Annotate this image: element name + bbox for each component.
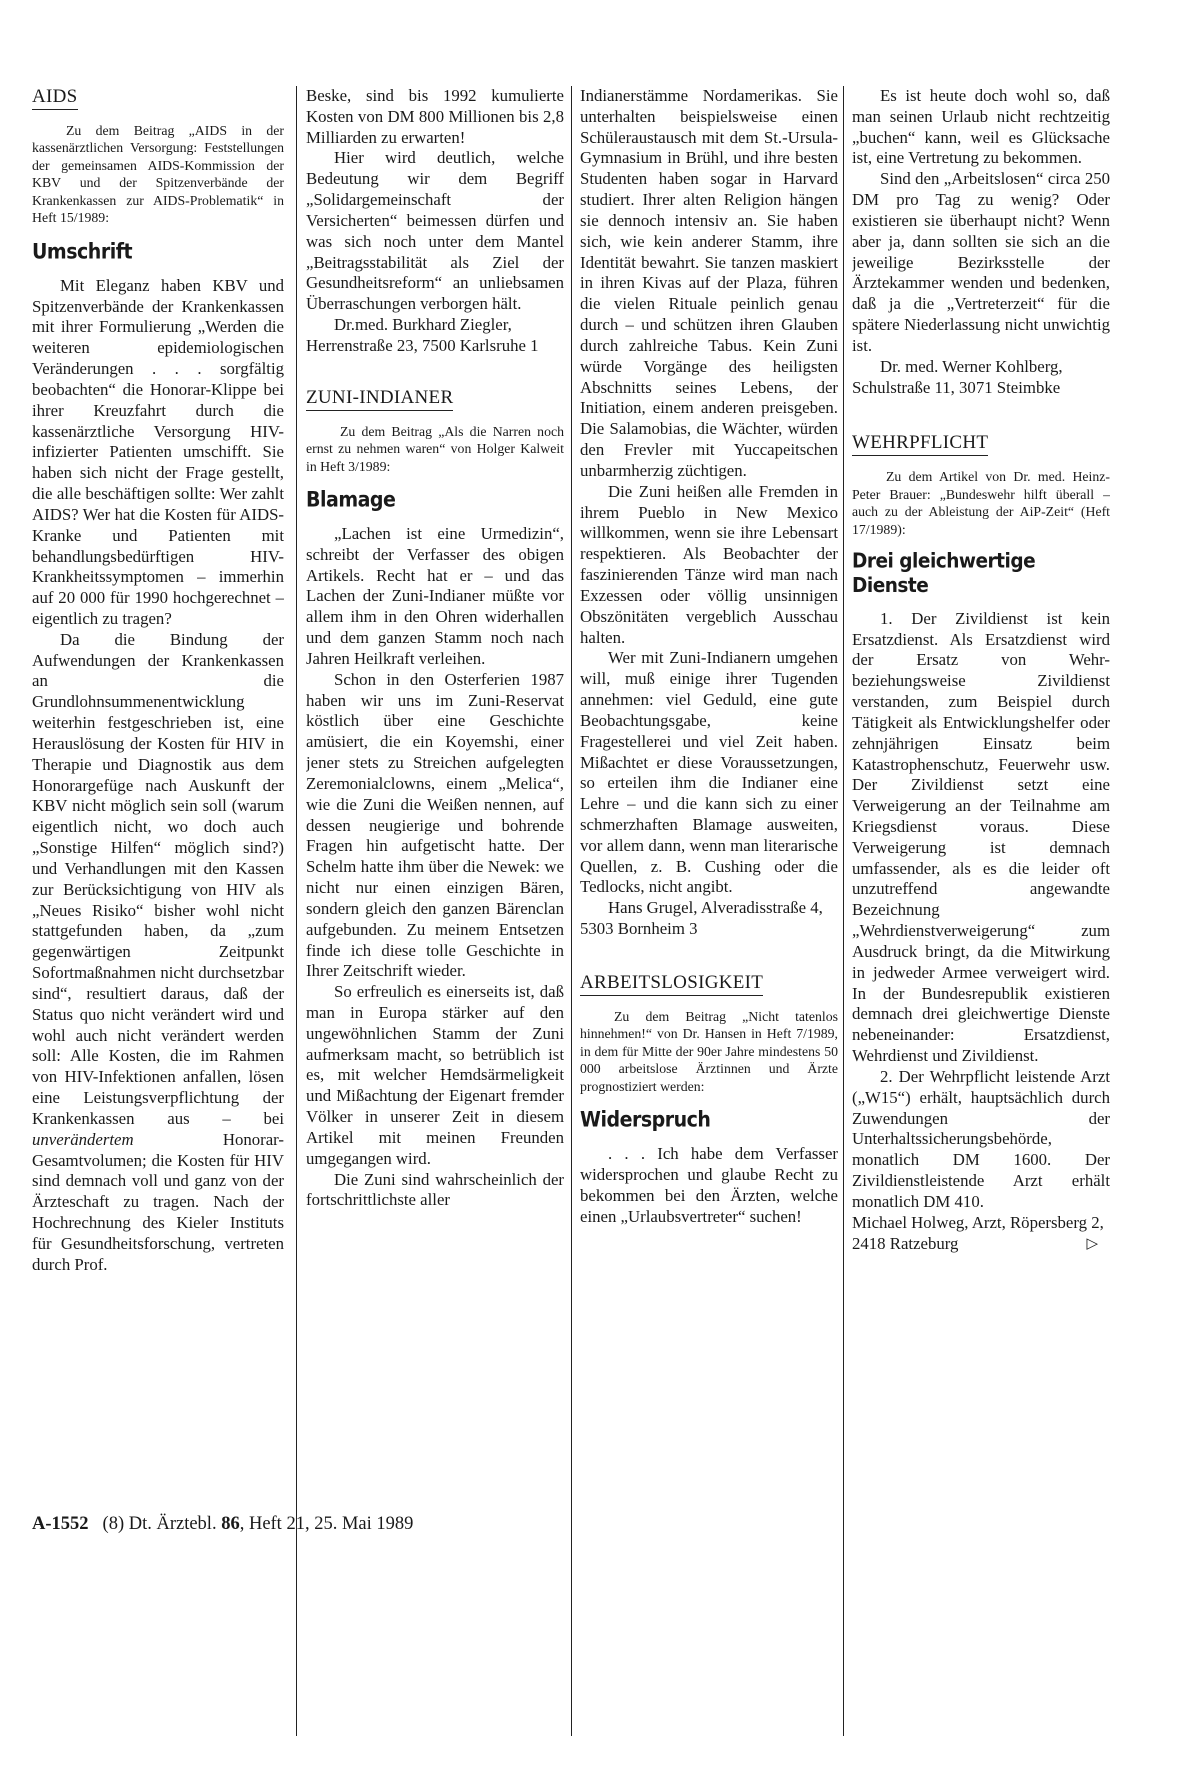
letter-paragraph: „Lachen ist eine Urmedizin“, schreibt der Verfasser des obigen Artikels. Recht hat er – und das Lachen der Zuni-Indianer müßte vor allem ihm in den Ohren widerhallen und dem ganzen Stamm noch nach Jahren Heilkraft verleihen.	[306, 523, 564, 668]
letter-signature: Dr. med. Werner Kohlberg, Schulstraße 11, 3071 Steimbke	[852, 356, 1063, 397]
letter-paragraph: Hier wird deutlich, welche Bedeutung wir dem Begriff „Solidargemeinschaft der Versicherten“ beimessen dürfen und was sich noch unter dem Mantel „Beitragsstabilität als Ziel der Gesundheitsreform“ an unliebsamen Überraschungen verborgen hält.	[306, 148, 564, 314]
letter-headline	[852, 550, 1110, 600]
letter-intro: Zu dem Artikel von Dr. med. Heinz-Peter Brauer: „Bundeswehr hilft überall – auch zu der Ableistung der AiP-Zeit“ (Heft 17/1989):	[852, 469, 1110, 537]
page-number: A-1552	[32, 1514, 89, 1534]
section-heading-wehrpflicht: WEHRPFLICHT	[852, 432, 988, 456]
letter-headline: Blamage	[306, 487, 396, 513]
letter-signature: Hans Grugel, Alveradisstraße 4, 5303 Bornheim 3	[580, 898, 823, 939]
letter-headline: Widerspruch	[580, 1108, 711, 1133]
column-3	[580, 86, 838, 1786]
letter-signature: Michael Holweg, Arzt, Röpersberg 2, 2418 Ratzeburg ▷	[852, 1212, 1104, 1253]
section-heading-aids: AIDS	[32, 86, 78, 110]
letter-paragraph: Sind den „Arbeitslosen“ circa 250 DM pro Tag zu wenig? Oder existieren sie überhaupt nicht? Wenn aber ja, dann sollten sie sich an die jeweilige Bezirksstelle der Ärztekammer wenden und bedenken, daß ja die „Vertreterzeit“ für die spätere Niederlassung nicht unwichtig ist.	[852, 169, 1110, 355]
letter-intro: Zu dem Beitrag „Als die Narren noch ernst zu nehmen waren“ von Holger Kalweit in Heft 3/1989:	[306, 423, 564, 474]
headline-line: Drei gleichwertige	[852, 549, 1036, 574]
letter-headline: Umschrift	[32, 239, 133, 265]
letter-paragraph: So erfreulich es einerseits ist, daß man in Europa stärker auf den ungewöhnlichen Stamm der Zuni aufmerksam macht, so betrüblich ist es, mit welcher Hemdsärmeligkeit und Mißachtung der Eigenart fremder Völker in unserer Zeit in diesem Artikel mit meinen Freunden umgegangen wird.	[306, 982, 564, 1168]
column-4	[852, 86, 1110, 1786]
letter-paragraph: Indianerstämme Nordamerikas. Sie unterhalten beispielsweise einen Schüleraustausch mit dem St.-Ursula-Gymnasium in Brühl, und ihre besten Studenten haben sogar in Harvard studiert. Ihrer alten Religion hängen sie dennoch intensiv an. Sie haben sich, wie kein anderer Stamm, ihre Identität bewahrt. Sie tanzen maskiert in ihren Kivas auf der Plaza, führen die vielen Rituale peinlich genau durch – und schützen ihren Glauben durch zahlreiche Tabus. Kein Zuni würde Vorgänge des heiligsten Abschnitts seines Lebens, der Initiation, einem anderen preisgeben. Die Salamobias, die Wächter, würden den Frevler mit Yuccapeitschen unbarmherzig züchtigen.	[580, 86, 838, 480]
journal-citation: (8) Dt. Ärztebl.	[102, 1514, 222, 1534]
emphasis: unverändertem	[32, 1129, 134, 1149]
letter-signature: Dr.med. Burkhard Ziegler, Herrenstraße 23, 7500 Karlsruhe 1	[306, 315, 539, 355]
letter-paragraph: 2. Der Wehrpflicht leistende Arzt („W15“) erhält, hauptsächlich durch Zuwendungen der Unterhaltssicherungsbehörde, monatlich DM 1600. Der Zivildienstleistende Arzt erhält monatlich DM 410.	[852, 1066, 1110, 1211]
page-footer	[32, 1514, 413, 1535]
section-heading-zuni: ZUNI-INDIANER	[306, 387, 453, 411]
letter-intro: Zu dem Beitrag „AIDS in der kassenärztlichen Versorgung: Feststellungen der gemeinsamen AIDS-Kommission der KBV und der Spitzenverbände der Krankenkassen zur AIDS-Problematik“ in Heft 15/1989:	[32, 122, 284, 226]
letter-paragraph: Wer mit Zuni-Indianern umgehen will, muß einige ihrer Tugenden annehmen: viel Geduld, eine gute Beobachtungsgabe, keine Fragestellerei und viel Zeit haben. Mißachtet er diese Voraussetzungen, so erteilen ihm die Indianer eine Lehre – und die kann sich zu einer schmerzhaften Blamage ausweiten, vor allem dann, wenn man literarische Quellen, z. B. Cushing oder die Tedlocks, nicht angibt.	[580, 648, 838, 897]
letter-paragraph: 1. Der Zivildienst ist kein Ersatzdienst. Als Ersatzdienst wird der Ersatz von Wehr- beziehungsweise Zivildienst verstanden, zum Beispiel durch Tätigkeit als Entwicklungshelfer oder zehnjährigen Einsatz beim Katastrophenschutz, Feuerwehr usw. Der Zivildienst setzt eine Verweigerung an der Teilnahme am Kriegsdienst voraus. Diese Verweigerung ist demnach umfassender, als es die leider oft unzutreffend angewandte Bezeichnung „Wehrdienstverweigerung“ zum Ausdruck bringt, da die Mitwirkung in jedweder Armee verweigert wird. In der Bundesrepublik existieren demnach drei gleichwertige Dienste nebeneinander: Ersatzdienst, Wehrdienst und Zivildienst.	[852, 608, 1110, 1066]
letter-paragraph: Beske, sind bis 1992 kumulierte Kosten von DM 800 Millionen bis 2,8 Milliarden zu erwarten!	[306, 86, 564, 147]
column-rule	[571, 86, 572, 1736]
volume-number: 86	[221, 1514, 240, 1534]
letter-intro: Zu dem Beitrag „Nicht tatenlos hinnehmen!“ von Dr. Hansen in Heft 7/1989, in dem für Mitte der 90er Jahre mindestens 50 000 arbeitslose Ärztinnen und Ärzte prognostiziert werden:	[580, 1008, 838, 1094]
journal-citation-issue: , Heft 21, 25. Mai 1989	[239, 1514, 414, 1534]
letter-paragraph: Die Zuni sind wahrscheinlich der fortschrittlichste aller	[306, 1169, 564, 1210]
section-heading-arbeitslosigkeit: ARBEITSLOSIGKEIT	[580, 972, 763, 996]
letter-paragraph: Die Zuni heißen alle Fremden in ihrem Pueblo in New Mexico willkommen, wenn sie ihre Lebensart respektieren. Als Beobachter der faszinierenden Tänze wird man nach Exzessen oder völlig unsinnigen Obszönitäten vergeblich Ausschau halten.	[580, 481, 838, 647]
continue-arrow-icon: ▷	[1086, 1233, 1098, 1252]
letter-paragraph: Da die Bindung der Aufwendungen der Krankenkassen an die Grundlohnsummenentwicklung weiterhin festgeschrieben ist, eine Herauslösung der Kosten für HIV in Therapie und Diagnostik aus dem Honorargefüge nach Auskunft der KBV nicht möglich sein soll (warum eigentlich nicht, wo doch auch „Sonstige Hilfen“ möglich sind?) und Verhandlungen mit den Kassen zur Berücksichtigung von HIV als „Neues Risiko“ bisher wohl nicht stattgefunden haben, da „zum gegenwärtigen Zeitpunkt Sofortmaßnahmen nicht durchsetzbar sind“, resultiert daraus, daß der Status quo nicht verändert wird und wohl auch nicht verändert werden soll: Alle Kosten, die im Rahmen von HIV-Infektionen anfallen, lösen eine Leistungsverpflichtung der Krankenkassen aus – bei unverändertem Honorar-Gesamtvolumen; die Kosten für HIV sind demnach voll und ganz von der Ärzteschaft zu tragen. Nach der Hochrechnung des Kieler Instituts für Gesundheitsforschung, vertreten durch Prof.	[32, 629, 284, 1274]
letter-paragraph: Mit Eleganz haben KBV und Spitzenverbände der Krankenkassen mit ihrer Formulierung „Werden die weiteren epidemiologischen Veränderungen . . . sorgfältig beobachten“ die Honorar-Klippe bei ihrer Kreuzfahrt durch die kassenärztliche Versorgung HIV-infizierter Patienten umschifft. Sie haben sich nicht der Frage gestellt, die alle beschäftigen sollte: Wer zahlt AIDS? Wer hat die Kosten für AIDS-Kranke und Patienten mit behandlungsbedürftigen HIV-Krankheitssymptomen – immerhin auf 20 000 für 1990 hochgerechnet – eigentlich zu tragen?	[32, 275, 284, 628]
letter-paragraph: . . . Ich habe dem Verfasser widersprochen und glaube Recht zu bekommen bei den Ärzten, welche einen „Urlaubsvertreter“ suchen!	[580, 1144, 838, 1226]
headline-line: Dienste	[852, 574, 929, 599]
letter-paragraph: Schon in den Osterferien 1987 haben wir uns im Zuni-Reservat köstlich über eine Geschichte amüsiert, die ein Koyemshi, einer jener stets zu Streichen aufgelegten Zeremonialclowns, einem „Melica“, wie die Zuni die Weißen nennen, auf dessen neugierige und bohrende Fragen hin aufgetischt hatte. Der Schelm hatte ihm über die Newek: we nicht nur einen einzigen Bären, sondern gleich den ganzen Bärenclan aufgebunden. Zu meinem Entsetzen finde ich diese tolle Geschichte in Ihrer Zeitschrift wieder.	[306, 669, 564, 981]
column-rule	[843, 86, 844, 1736]
column-rule	[296, 86, 297, 1736]
letter-paragraph: Es ist heute doch wohl so, daß man seinen Urlaub nicht rechtzeitig „buchen“ kann, weil es Glücksache ist, eine Vertretung zu bekommen.	[852, 86, 1110, 168]
